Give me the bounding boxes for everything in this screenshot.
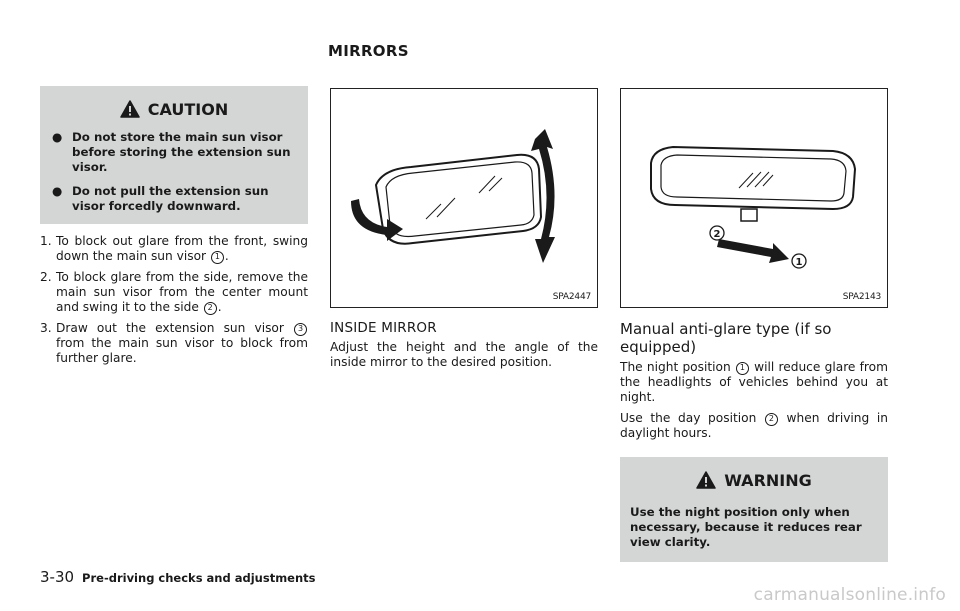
callout-number-icon: 1 bbox=[211, 251, 224, 264]
callout-1-label: 1 bbox=[795, 257, 803, 268]
step-item: 2. To block glare from the side, remove the main sun visor from the center mount and swing it to the side 2 . bbox=[40, 270, 308, 314]
page-footer bbox=[40, 568, 316, 586]
steps-list bbox=[40, 234, 308, 366]
column-middle bbox=[330, 88, 598, 370]
anti-glare-mirror-illustration bbox=[621, 89, 887, 307]
callout-number-icon: 2 bbox=[204, 302, 217, 315]
inside-mirror-heading: INSIDE MIRROR bbox=[330, 320, 437, 336]
figure-anti-glare bbox=[620, 88, 888, 308]
column-left bbox=[40, 86, 308, 372]
caution-icon bbox=[120, 100, 140, 118]
page-number: 3-30 bbox=[40, 568, 75, 586]
callout-2-label: 2 bbox=[713, 229, 721, 240]
step-item: 3. Draw out the extension sun visor 3 from the main sun visor to block from further glare. bbox=[40, 321, 308, 365]
warning-header bbox=[620, 457, 888, 499]
anti-glare-night-text: The night position 1 will reduce glare from the headlights of vehicles behind you at night. bbox=[620, 360, 889, 404]
warning-title: WARNING bbox=[724, 470, 812, 490]
caution-box bbox=[40, 86, 308, 224]
inside-mirror-text: Adjust the height and the angle of the inside mirror to the desired position. bbox=[330, 340, 598, 369]
callout-number-icon: 2 bbox=[765, 413, 778, 426]
caution-item: ● Do not store the main sun visor before storing the extension sun visor. bbox=[52, 130, 291, 174]
mirror-adjust-illustration bbox=[331, 89, 597, 307]
anti-glare-day-text: Use the day position 2 when driving in daylight hours. bbox=[620, 411, 888, 440]
caution-title: CAUTION bbox=[147, 99, 229, 119]
warning-icon bbox=[696, 471, 716, 489]
watermark: carmanualsonline.info bbox=[753, 585, 946, 605]
callout-number-icon: 3 bbox=[294, 323, 307, 336]
step-item: 1. To block out glare from the front, swing down the main sun visor 1 . bbox=[40, 234, 308, 263]
section-title: MIRRORS bbox=[328, 42, 409, 60]
bullet-icon: ● bbox=[52, 130, 63, 144]
bullet-icon: ● bbox=[52, 184, 63, 198]
figure-code: SPA2447 bbox=[552, 292, 591, 302]
figure-inside-mirror bbox=[330, 88, 598, 308]
anti-glare-heading: Manual anti-glare type (if so equipped) bbox=[620, 320, 832, 356]
callout-number-icon: 1 bbox=[736, 362, 749, 375]
caution-list bbox=[40, 128, 308, 214]
caution-header bbox=[40, 86, 308, 128]
warning-text: Use the night position only when necessary, because it reduces rear view clarity. bbox=[630, 505, 862, 549]
caution-item: ● Do not pull the extension sun visor forcedly downward. bbox=[52, 184, 269, 213]
warning-box bbox=[620, 457, 888, 562]
column-right bbox=[620, 88, 888, 562]
figure-code: SPA2143 bbox=[842, 292, 881, 302]
footer-title: Pre-driving checks and adjustments bbox=[82, 571, 316, 585]
